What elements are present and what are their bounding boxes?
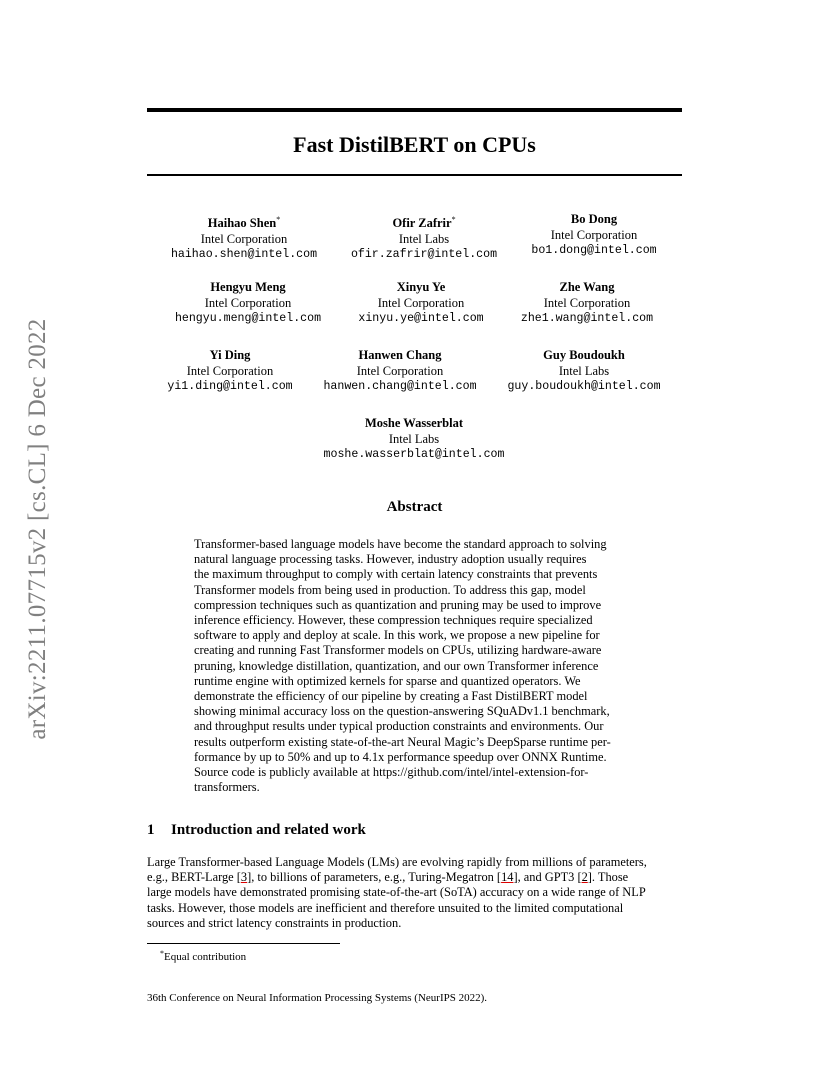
author-affiliation: Intel Corporation (543, 295, 631, 310)
paragraph-line: Large Transformer-based Language Models (LMs) are evolving rapidly from millions of parameters, (147, 855, 647, 869)
author-email[interactable]: ofir.zafrir@intel.com (350, 248, 498, 261)
author-name: Hanwen Chang (358, 348, 442, 362)
citation-link[interactable]: 2 (581, 870, 588, 885)
author-name: Guy Boudoukh (543, 348, 625, 362)
footnote (160, 947, 246, 964)
abstract-line: runtime engine with optimized kernels for sparse and quantized operators. We (194, 673, 581, 688)
author-block (304, 416, 524, 463)
section-number: 1 (147, 822, 155, 838)
author-email[interactable]: moshe.wasserblat@intel.com (323, 448, 505, 461)
footnote-text: Equal contribution (164, 951, 247, 963)
author-email[interactable]: bo1.dong@intel.com (531, 244, 657, 257)
abstract-line: the maximum throughput to comply with certain latency constraints that prevents (194, 567, 598, 582)
abstract-line: showing minimal accuracy loss on the question-answering SQuADv1.1 benchmark, (194, 704, 610, 719)
author-block (484, 212, 704, 259)
author-affiliation: Intel Corporation (186, 363, 274, 378)
title-rule-bottom (147, 174, 682, 176)
author-email[interactable]: hanwen.chang@intel.com (323, 380, 477, 393)
paragraph-line: sources and strict latency constraints in production. (147, 915, 402, 930)
section-heading (147, 820, 366, 840)
author-email[interactable]: yi1.ding@intel.com (167, 380, 293, 393)
author-name: Yi Ding (209, 348, 251, 362)
abstract-line: results outperform existing state-of-the-art Neural Magic’s DeepSparse runtime per- (194, 734, 611, 749)
author-name: Zhe Wang (559, 280, 615, 294)
author-email[interactable]: xinyu.ye@intel.com (358, 312, 484, 325)
author-name: Xinyu Ye (396, 280, 446, 294)
author-email[interactable]: haihao.shen@intel.com (170, 248, 318, 261)
author-email[interactable]: zhe1.wang@intel.com (520, 312, 654, 325)
equal-contribution-mark: * (276, 215, 281, 224)
author-affiliation: Intel Labs (558, 363, 610, 378)
abstract-line: demonstrate the efficiency of our pipeline by creating a Fast DistilBERT model (194, 689, 588, 704)
citation-link[interactable]: 14 (501, 870, 514, 885)
author-name: Bo Dong (570, 212, 618, 226)
author-affiliation: Intel Corporation (204, 295, 292, 310)
footnote-mark: * (160, 949, 164, 958)
paragraph-line: tasks. However, those models are inefficient and therefore unsuited to the limited computational (147, 900, 624, 915)
abstract-line: Source code is publicly available at https://github.com/intel/intel-extension-for- (194, 765, 589, 780)
paragraph-line: large models have demonstrated promising state-of-the-art (SoTA) accuracy on a wide range of NLP (147, 885, 646, 900)
abstract-line: inference efficiency. However, these compression techniques require specialized (194, 613, 593, 628)
arxiv-identifier-text: arXiv:2211.07715v2 [cs.CL] 6 Dec 2022 (24, 318, 51, 740)
title-rule-top (147, 108, 682, 112)
abstract-line: Transformer models from being used in production. To address this gap, model (194, 582, 586, 597)
author-affiliation: Intel Labs (388, 431, 440, 446)
author-affiliation: Intel Corporation (200, 231, 288, 246)
footnote-rule (147, 943, 340, 944)
abstract-body (194, 537, 634, 795)
abstract-line: formance by up to 50% and up to 4.1x performance speedup over ONNX Runtime. (194, 749, 607, 764)
equal-contribution-mark: * (451, 215, 456, 224)
citation-link[interactable]: 3 (240, 870, 248, 885)
abstract-line: creating and running Fast Transformer models on CPUs, utilizing hardware-aware (194, 643, 602, 658)
abstract-line: natural language processing tasks. However, industry adoption usually requires (194, 552, 587, 567)
author-block (477, 280, 697, 327)
abstract-line: software to apply and deploy at scale. In this work, we propose a new pipeline for (194, 628, 600, 643)
author-name: Haihao Shen* (207, 215, 281, 230)
conference-note: 36th Conference on Neural Information Processing Systems (NeurIPS 2022). (147, 992, 488, 1004)
author-email[interactable]: guy.boudoukh@intel.com (507, 380, 661, 393)
author-email[interactable]: hengyu.meng@intel.com (174, 312, 322, 325)
author-block (474, 348, 694, 395)
abstract-line: transformers. (194, 780, 260, 795)
author-affiliation: Intel Corporation (356, 363, 444, 378)
author-affiliation: Intel Corporation (377, 295, 465, 310)
abstract-line: compression techniques such as quantization and pruning may be used to improve (194, 597, 602, 612)
section-title: Introduction and related work (171, 822, 366, 838)
author-name: Hengyu Meng (210, 280, 286, 294)
paper-title: Fast DistilBERT on CPUs (293, 132, 536, 157)
introduction-paragraph (147, 855, 682, 931)
abstract-line: pruning, knowledge distillation, quantization, and our own Transformer inference (194, 658, 599, 673)
author-name: Ofir Zafrir* (392, 215, 456, 230)
author-affiliation: Intel Corporation (550, 227, 638, 242)
abstract-line: Transformer-based language models have become the standard approach to solving (194, 537, 607, 551)
paragraph-line: e.g., BERT-Large [3], to billions of parameters, e.g., Turing-Megatron [14], and GPT3 [2]. Those (147, 870, 629, 885)
abstract-heading: Abstract (386, 499, 443, 515)
abstract-line: and throughput results under typical production constraints and environments. Our (194, 719, 604, 734)
author-affiliation: Intel Labs (398, 231, 450, 246)
author-name: Moshe Wasserblat (364, 416, 464, 430)
